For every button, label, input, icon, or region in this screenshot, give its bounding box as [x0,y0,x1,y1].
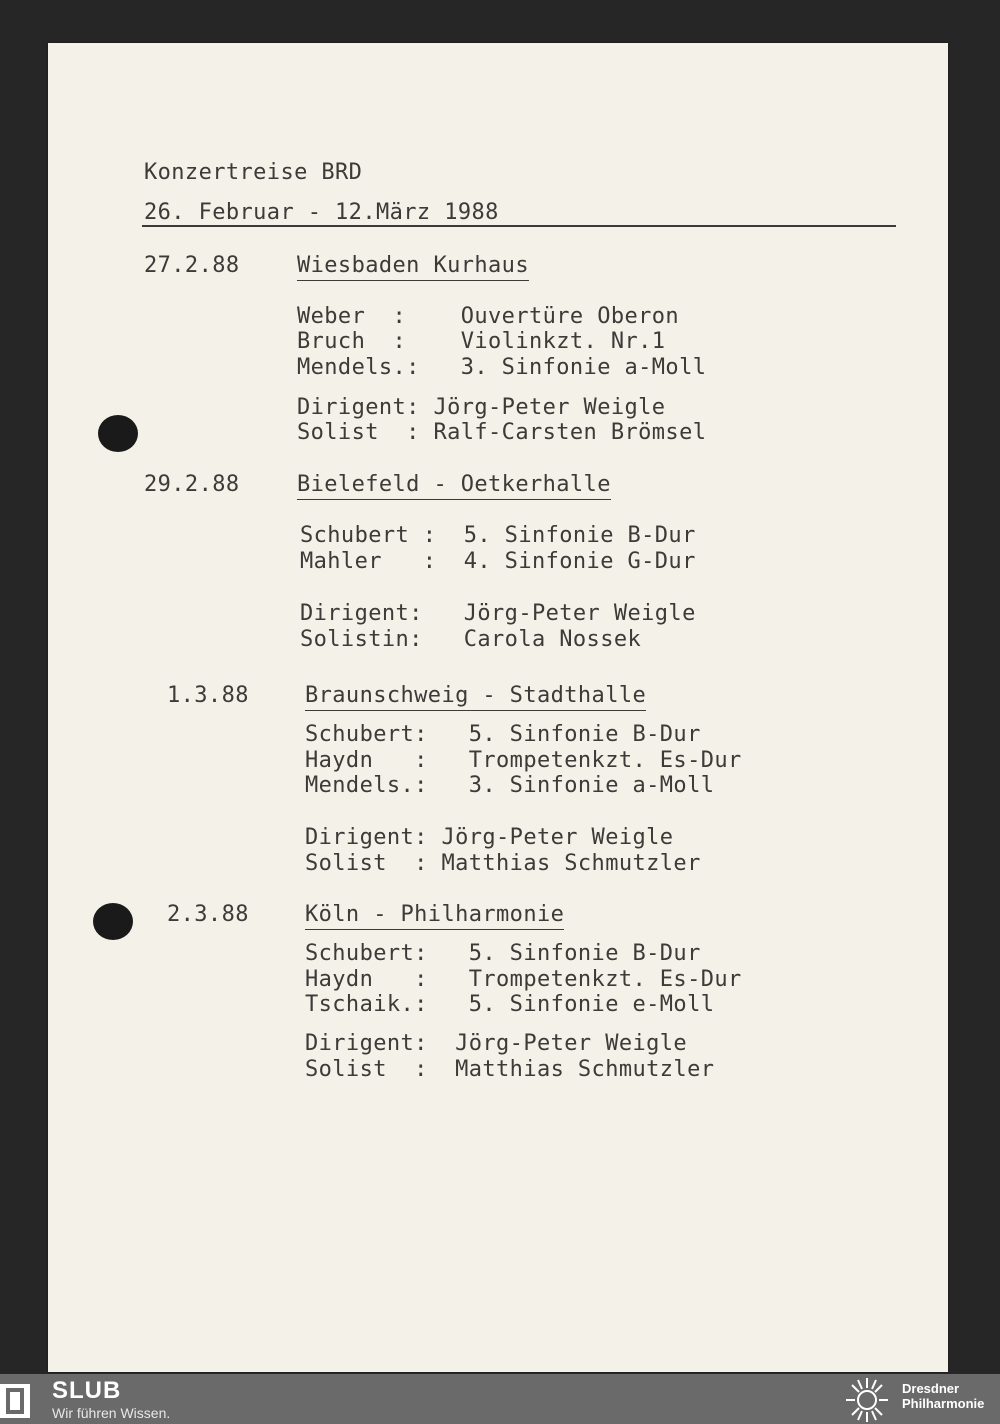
credit-line: Dirigent: Jörg-Peter Weigle [305,825,674,850]
program-line: Tschaik.: 5. Sinfonie e-Moll [305,992,715,1017]
program-line: Weber : Ouvertüre Oberon [297,304,680,329]
program-line: Schubert : 5. Sinfonie B-Dur [300,523,696,548]
concert-date: 1.3.88 [167,683,249,708]
concert-date: 29.2.88 [144,472,240,497]
program-line: Mahler : 4. Sinfonie G-Dur [300,549,696,574]
document-dates: 26. Februar - 12.März 1988 [144,200,499,225]
partner-line-1: Dresdner [902,1381,960,1396]
concert-venue: Köln - Philharmonie [305,902,564,930]
program-line: Schubert: 5. Sinfonie B-Dur [305,941,701,966]
program-line: Haydn : Trompetenkzt. Es-Dur [305,967,742,992]
philharmonie-logo-text [902,1381,984,1411]
partner-line-2: Philharmonie [902,1396,985,1411]
punch-hole-top [98,415,138,452]
program-line: Bruch : Violinkzt. Nr.1 [297,329,666,354]
credit-line: Dirigent: Jörg-Peter Weigle [305,1031,688,1056]
credit-line: Solist : Matthias Schmutzler [305,851,701,876]
philharmonie-logo-icon [838,1376,896,1424]
header-rule [142,225,896,227]
credit-line: Solist : Matthias Schmutzler [305,1057,715,1082]
book-icon [0,1382,38,1422]
credit-line: Dirigent: Jörg-Peter Weigle [300,601,696,626]
concert-venue: Bielefeld - Oetkerhalle [297,472,611,500]
credit-line: Dirigent: Jörg-Peter Weigle [297,395,666,420]
punch-hole-bottom [93,903,133,940]
slub-tagline: Wir führen Wissen. [52,1405,171,1421]
concert-date: 27.2.88 [144,253,240,278]
program-line: Mendels.: 3. Sinfonie a-Moll [297,355,707,380]
program-line: Schubert: 5. Sinfonie B-Dur [305,722,701,747]
slub-logo-text: SLUB [52,1377,122,1404]
footer-bar [0,1374,1000,1424]
program-line: Mendels.: 3. Sinfonie a-Moll [305,773,715,798]
credit-line: Solist : Ralf-Carsten Brömsel [297,420,707,445]
document-title: Konzertreise BRD [144,160,363,185]
concert-venue: Wiesbaden Kurhaus [297,253,529,281]
program-line: Haydn : Trompetenkzt. Es-Dur [305,748,742,773]
concert-venue: Braunschweig - Stadthalle [305,683,646,711]
concert-date: 2.3.88 [167,902,249,927]
credit-line: Solistin: Carola Nossek [300,627,642,652]
